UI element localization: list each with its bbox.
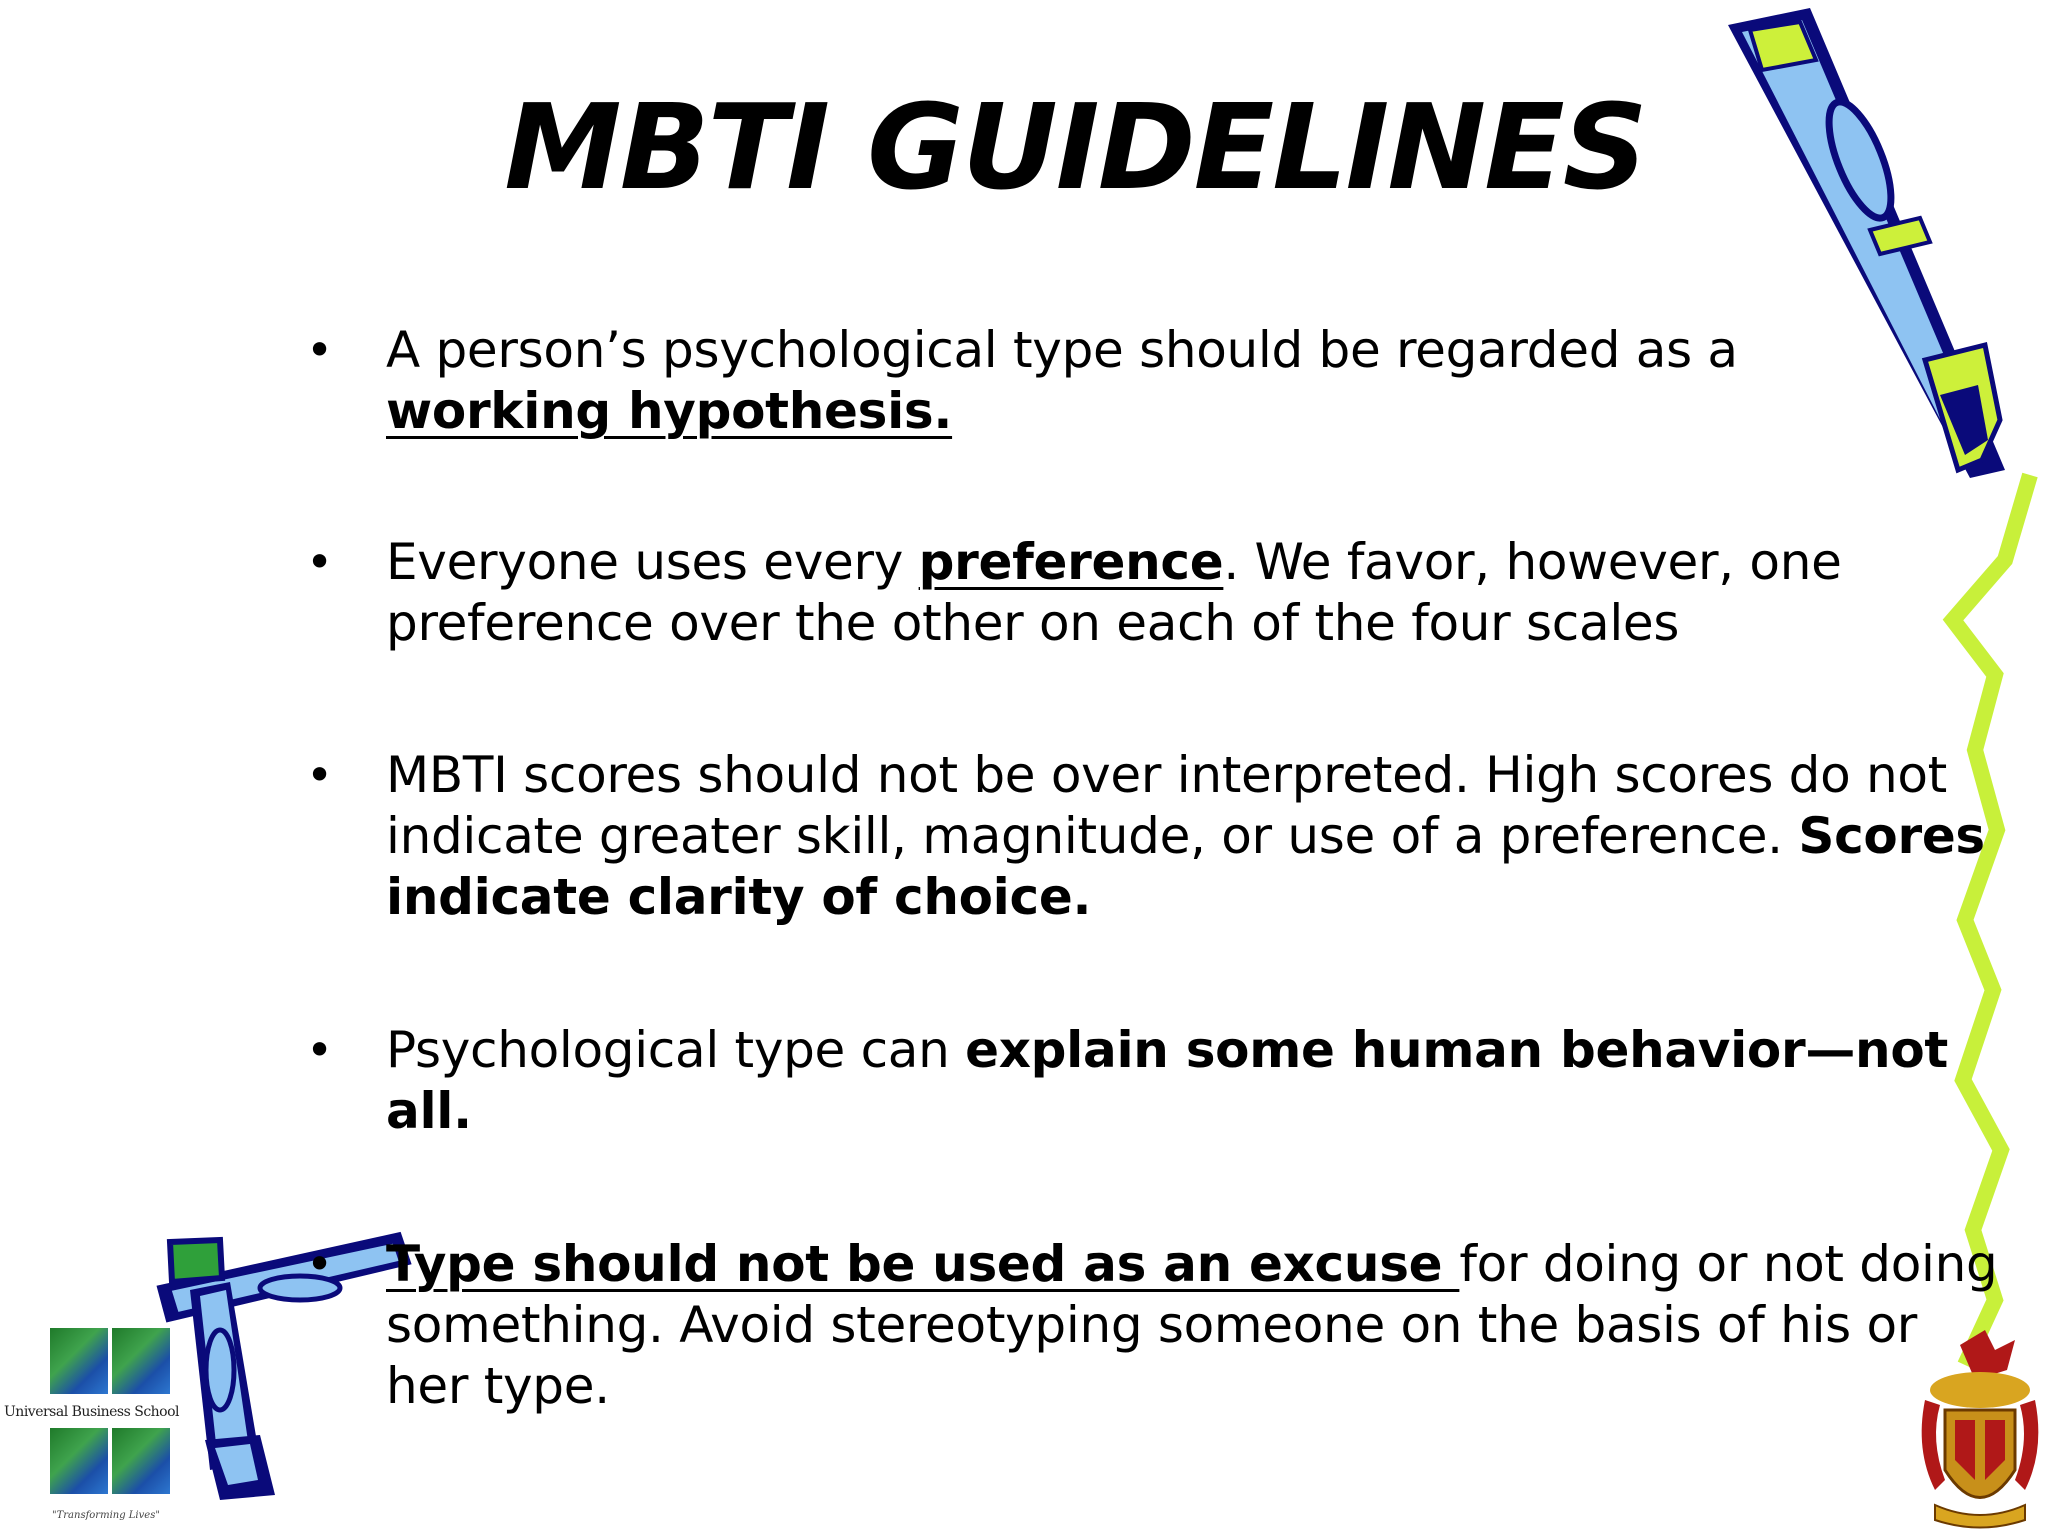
bullet-text — [386, 320, 2006, 442]
logo-tile — [112, 1428, 170, 1494]
bullet-emphasis: working hypothesis. — [386, 382, 953, 440]
bullet-dot: • — [306, 1023, 334, 1077]
bullet-text-span: for doing or not doing something. Avoid stereotyping someone on the basis of his or her type. — [386, 1235, 1998, 1415]
bullet-emphasis: Type should not be used as an excuse — [386, 1235, 1460, 1293]
school-logo — [0, 1300, 200, 1536]
bullet-emphasis: Scores indicate clarity of choice. — [386, 807, 1985, 926]
bullet-emphasis: explain some human behavior—not all. — [386, 1021, 1948, 1140]
bullet-text-span: A person’s psychological type should be regarded as a — [386, 321, 1738, 379]
school-crest-icon — [1915, 1330, 2045, 1530]
bullet-text — [386, 745, 2006, 928]
bullet-dot: • — [306, 1237, 334, 1291]
bullet-text — [386, 1234, 2006, 1417]
bullet-text — [386, 532, 2006, 654]
bullet-text-span: . We favor, however, one preference over the other on each of the four scales — [386, 533, 1842, 652]
bullet-text-span: Everyone uses every — [386, 533, 919, 591]
bullet-emphasis: preference — [918, 533, 1224, 591]
bullet-dot: • — [306, 748, 334, 802]
bullet-dot: • — [306, 323, 334, 377]
logo-tile — [112, 1328, 170, 1394]
logo-tile — [50, 1328, 108, 1394]
bullet-dot: • — [306, 535, 334, 589]
logo-tile — [50, 1428, 108, 1494]
logo-caption: Universal Business School — [4, 1404, 180, 1420]
bullet-text-span: MBTI scores should not be over interpreted. High scores do not indicate greater skill, magnitude, or use of a preference. — [386, 746, 1947, 865]
slide-title: MBTI GUIDELINES — [504, 78, 1646, 216]
logo-tagline: "Transforming Lives" — [52, 1510, 160, 1521]
bullet-text-span: Psychological type can — [386, 1021, 966, 1079]
bullet-text — [386, 1020, 2006, 1142]
